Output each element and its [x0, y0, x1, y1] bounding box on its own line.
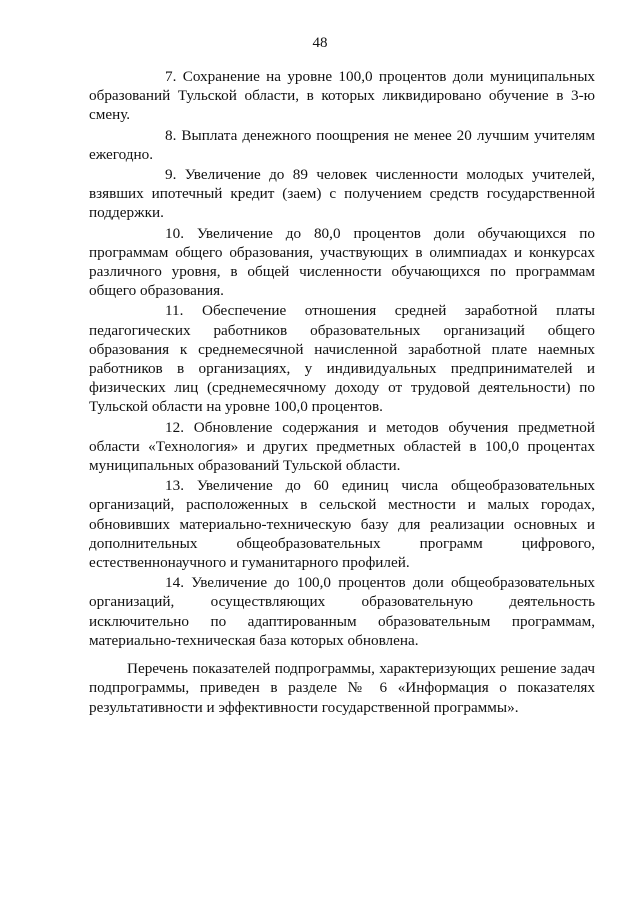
list-item — [89, 126, 595, 164]
item-number: 8. — [165, 126, 177, 144]
page-number: 48 — [312, 35, 328, 51]
item-number: 13. — [165, 477, 184, 495]
item-text: Увеличение до 60 единиц числа общеобразовательных организаций, расположенных в сельской местности и малых городах, обновивших материально-техническую базу для реализации основных и дополнительных общеобразовательных программ цифрового, естественнонаучного и гуманитарного профилей. — [89, 477, 596, 572]
list-item — [89, 165, 595, 223]
list-item — [89, 418, 595, 476]
list-item — [89, 573, 595, 650]
item-number: 7. — [165, 68, 177, 85]
item-number: 11. — [165, 302, 184, 320]
list-item — [89, 476, 595, 572]
document-body — [89, 67, 595, 718]
item-number: 12. — [165, 418, 184, 436]
list-item — [89, 224, 595, 301]
summary-paragraph: Перечень показателей подпрограммы, характеризующих решение задач подпрограммы, приведен в разделе № 6 «Информация о показателях результативности и эффективности государственной программы». — [89, 660, 595, 716]
list-item — [89, 301, 595, 416]
item-text: Обеспечение отношения средней заработной платы педагогических работников образовательных организаций общего образования к среднемесячной начисленной заработной плате наемных работников в организациях, у индивидуальных предпринимателей и физических лиц (среднемесячному доходу от трудовой деятельности) по Тульской области на уровне 100,0 процентов. — [89, 302, 596, 416]
item-text: Обновление содержания и методов обучения предметной области «Технология» и других предметных областей в 100,0 процентах муниципальных образований Тульской области. — [89, 418, 595, 475]
list-item — [89, 67, 595, 125]
item-text: Увеличение до 100,0 процентов доли общеобразовательных организаций, осуществляющих образовательную деятельность исключительно по адаптированным образовательным программам, материально-техническая база которых обновлена. — [89, 574, 595, 649]
item-number: 9. — [165, 166, 177, 184]
item-number: 14. — [165, 574, 184, 592]
item-text: Увеличение до 80,0 процентов доли обучающихся по программам общего образования, участвующих в олимпиадах и конкурсах различного уровня, в общей численности обучающихся по программам общего образования. — [89, 224, 595, 300]
item-text: Выплата денежного поощрения не менее 20 лучшим учителям ежегодно. — [89, 126, 596, 163]
item-text: Увеличение до 89 человек численности молодых учителей, взявших ипотечный кредит (заем) с получением средств государственной поддержки. — [89, 166, 596, 222]
item-text: Сохранение на уровне 100,0 процентов доли муниципальных образований Тульской области, в которых ликвидировано обучение в 3-ю смену. — [89, 68, 595, 124]
item-number: 10. — [165, 224, 184, 242]
